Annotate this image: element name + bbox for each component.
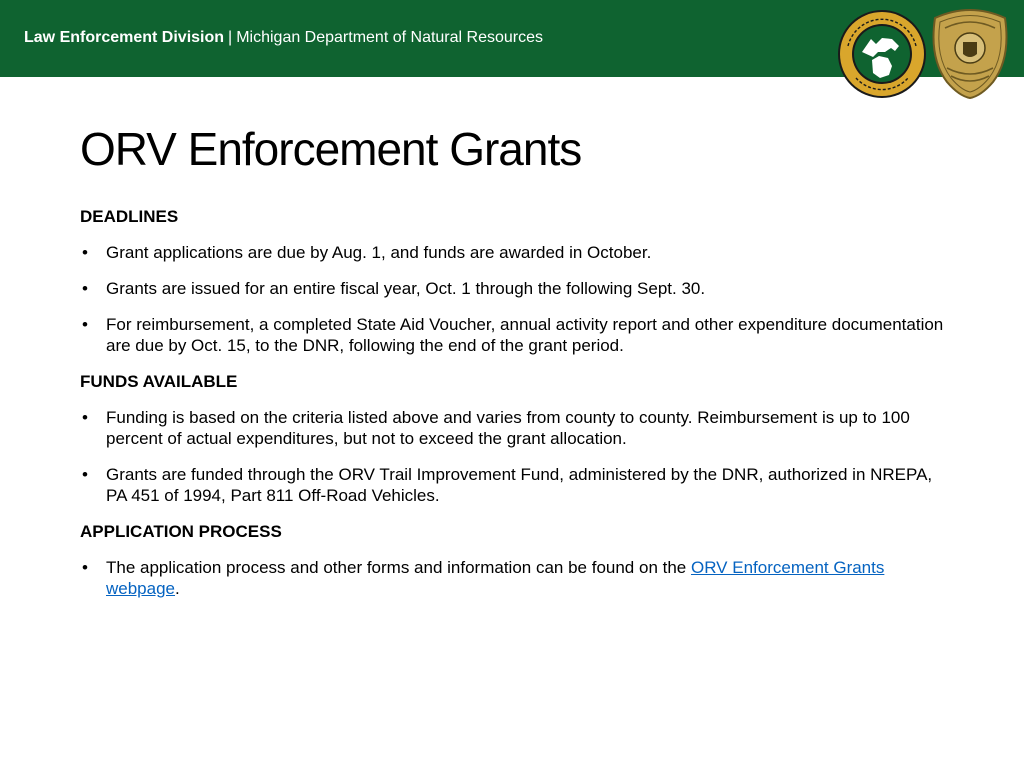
header-separator: | — [228, 29, 233, 46]
deadline-bullet-2: • Grants are issued for an entire fiscal year, Oct. 1 through the following Sept. 30. — [80, 278, 946, 299]
division-name: Law Enforcement Division — [24, 29, 225, 46]
application-bullet — [80, 557, 946, 599]
deadline-bullet-1: • Grant applications are due by Aug. 1, and funds are awarded in October. — [80, 242, 946, 263]
orv-grants-webpage-link[interactable]: ORV Enforcement Grants webpage — [106, 558, 885, 598]
funds-bullet-2: • Grants are funded through the ORV Trail Improvement Fund, administered by the DNR, authorized in NREPA, PA 451 of 1994, Part 811 Off-Road Vehicles. — [80, 464, 946, 506]
department-name: Michigan Department of Natural Resources — [236, 29, 544, 46]
application-bullet-text: The application process and other forms and information can be found on the — [106, 558, 691, 577]
application-bullet-end: . — [175, 579, 180, 598]
funds-heading: FUNDS AVAILABLE — [80, 372, 238, 391]
page-title: ORV Enforcement Grants — [80, 123, 582, 175]
funds-bullet-1: • Funding is based on the criteria listed above and varies from county to county. Reimbursement is up to 100 percent of actual expenditures, but not to exceed the grant allocation. — [80, 407, 946, 449]
application-heading: APPLICATION PROCESS — [80, 522, 282, 541]
header-text — [24, 28, 543, 48]
content-body — [80, 206, 946, 614]
deadline-bullet-3: • For reimbursement, a completed State Aid Voucher, annual activity report and other expenditure documentation are due by Oct. 15, to the DNR, following the end of the grant period. — [80, 314, 946, 356]
deadlines-heading: DEADLINES — [80, 207, 179, 226]
conservation-officer-badge-icon — [931, 6, 1009, 100]
dnr-seal-icon — [836, 8, 928, 100]
